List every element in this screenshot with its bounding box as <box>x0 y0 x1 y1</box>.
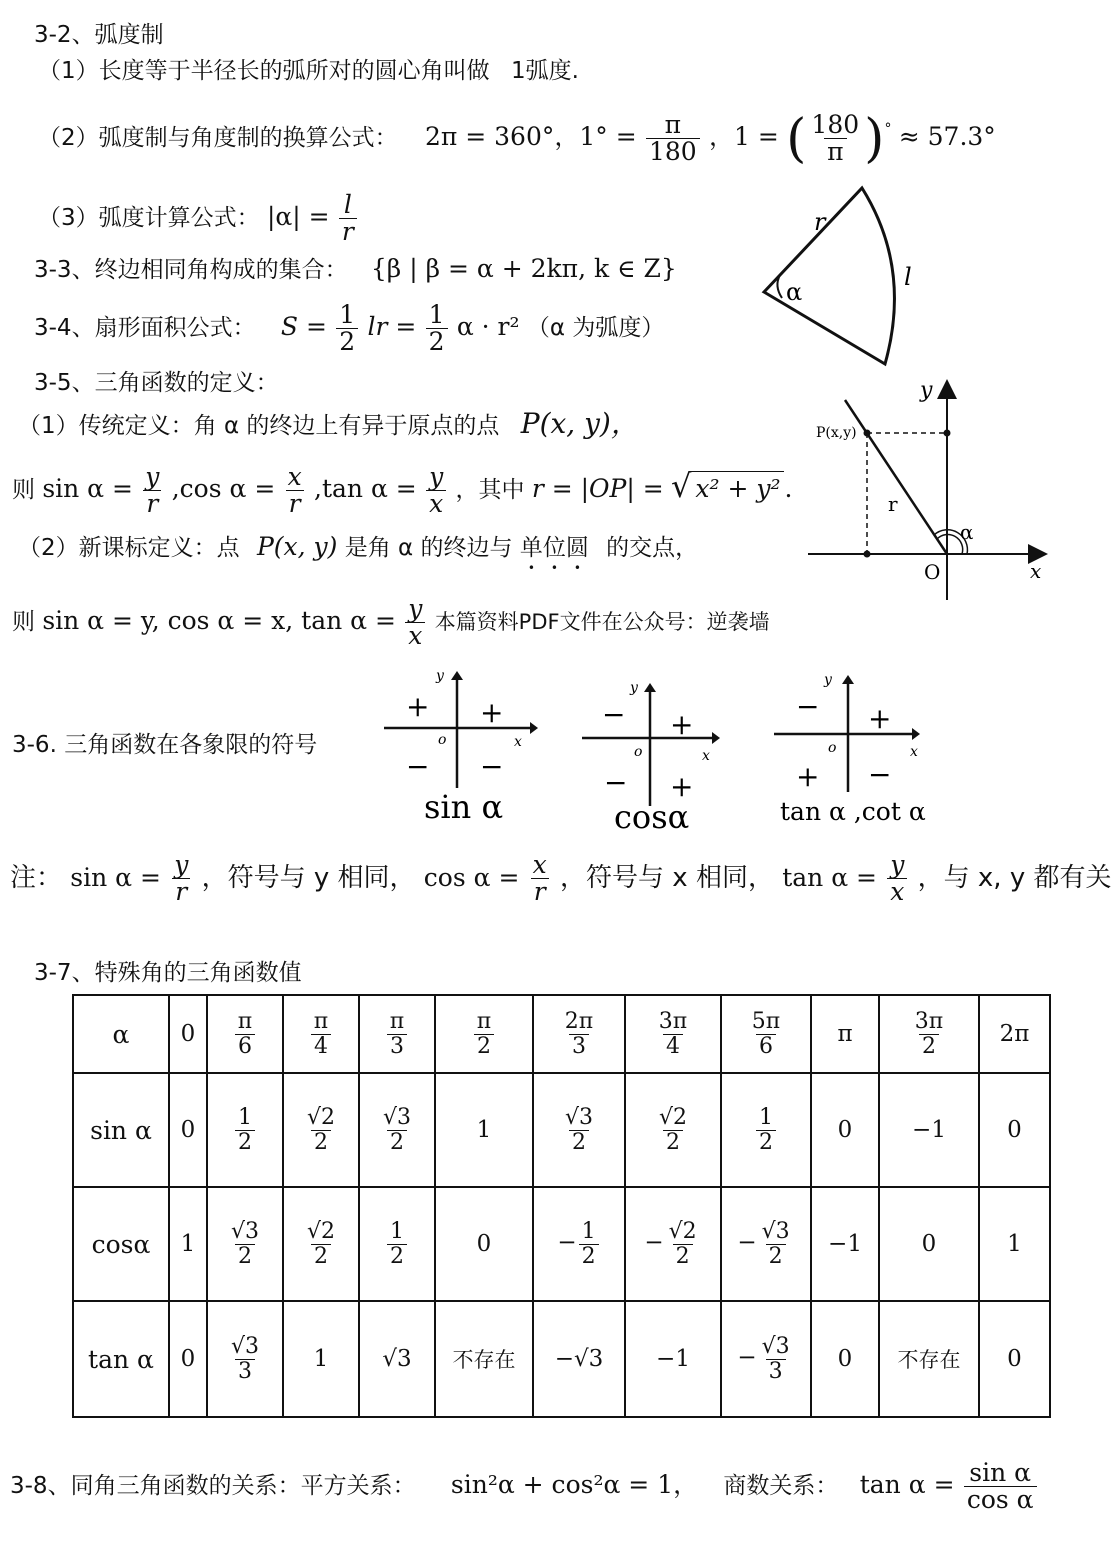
svg-text:−: − <box>480 750 504 783</box>
table-cell: √3 <box>359 1301 435 1417</box>
cos-label: cosα <box>614 798 690 836</box>
tan-cot-label: tan α ,cot α <box>780 797 926 826</box>
table-cell: 不存在 <box>435 1301 533 1417</box>
svg-text:+: + <box>868 702 892 735</box>
radius-label: r <box>888 492 898 516</box>
svg-text:x: x <box>910 744 918 760</box>
table-cell: 0 <box>169 1073 207 1187</box>
sector-area-formula: 3-4、扇形面积公式： S = $\frac{1}{2}$ lr = $\frac{1}{2}$ α · r² （α 为弧度） <box>34 300 665 357</box>
sector-r-label: r <box>814 208 826 236</box>
table-cell: −√3 <box>533 1301 625 1417</box>
table-cell: 1 <box>979 1187 1050 1301</box>
table-cell: $\frac{2\pi}{3}$ <box>533 995 625 1073</box>
table-cell: 0 <box>811 1301 879 1417</box>
row-label: tan α <box>73 1301 169 1417</box>
sector-alpha-label: α <box>786 278 803 306</box>
special-angles-table <box>72 994 1051 1418</box>
table-cell: $\frac{1}{2}$ <box>359 1187 435 1301</box>
sign-panel-cos <box>578 676 738 841</box>
new-formulas: 则 sin α = y, cos α = x, tan α = $\frac{y}{x}$ 本篇资料PDF文件在公众号：逆袭墙 <box>12 594 770 651</box>
table-cell: $\frac{√3}{3}$ <box>207 1301 283 1417</box>
table-cell: − $\frac{√2}{2}$ <box>625 1187 721 1301</box>
conversion-formula: （2）弧度制与角度制的换算公式： 2π = 360°，1° = $\frac{\pi}{180}$ ，1 = ( $\frac{180}{\pi}$ )° ≈ 57.3° <box>38 108 996 169</box>
table-cell: 0 <box>979 1073 1050 1187</box>
table-cell: $\frac{1}{2}$ <box>721 1073 811 1187</box>
table-cell: 0 <box>879 1187 979 1301</box>
table-cell: $\frac{√2}{2}$ <box>283 1187 359 1301</box>
terminal-side <box>845 400 947 554</box>
table-row <box>73 1301 1050 1417</box>
sign-note: 注： sin α = $\frac{y}{r}$ ，符号与 y 相同， cos α = $\frac{x}{r}$ ，符号与 x 相同， tan α = $\frac{y}{x}$ ，与 x, y 都有关 <box>10 850 1112 907</box>
section-3-5-title: 3-5、三角函数的定义： <box>34 370 279 396</box>
traditional-definition: （1）传统定义：角 α 的终边上有异于原点的点 P(x, y)， <box>18 407 639 440</box>
table-cell: $\frac{3\pi}{4}$ <box>625 995 721 1073</box>
table-cell: −1 <box>625 1301 721 1417</box>
svg-text:x: x <box>702 748 710 764</box>
section-3-2-title: 3-2、弧度制 <box>34 22 164 48</box>
svg-text:−: − <box>406 750 430 783</box>
table-cell: − $\frac{1}{2}$ <box>533 1187 625 1301</box>
radian-formula: （3）弧度计算公式： |α| = $\frac{l}{r}$ <box>38 192 359 246</box>
table-cell: −1 <box>811 1187 879 1301</box>
table-cell: 1 <box>435 1073 533 1187</box>
180-over-pi: $\frac{180}{\pi}$ <box>811 110 860 167</box>
svg-text:y: y <box>824 672 832 688</box>
table-cell: 0 <box>979 1301 1050 1417</box>
table-row <box>73 1187 1050 1301</box>
table-cell: $\frac{√3}{2}$ <box>359 1073 435 1187</box>
sector-l-label: l <box>904 263 912 291</box>
sign-panel-sin <box>380 666 540 836</box>
svg-text:−: − <box>604 766 628 799</box>
table-cell: − $\frac{√3}{3}$ <box>721 1301 811 1417</box>
sector-diagram <box>750 180 920 370</box>
table-cell: $\frac{\pi}{6}$ <box>207 995 283 1073</box>
section-3-7-title: 3-7、特殊角的三角函数值 <box>34 960 302 986</box>
svg-text:−: − <box>868 758 892 791</box>
watermark-text: 本篇资料PDF文件在公众号：逆袭墙 <box>434 609 770 634</box>
new-definition: （2）新课标定义：点 P(x, y) 是角 α 的终边与 单位圆 的交点， <box>18 532 699 561</box>
pi-over-180: $\frac{\pi}{180}$ <box>646 112 700 166</box>
table-row <box>73 995 1050 1073</box>
alpha-label: α <box>960 520 974 544</box>
table-cell: 0 <box>435 1187 533 1301</box>
identity-relations: 3-8、同角三角函数的关系：平方关系： sin²α + cos²α = 1， 商数关系： tan α = $\frac{\text{sin α}}{\text{cos α}}$ <box>10 1460 1039 1514</box>
table-cell: $\frac{√2}{2}$ <box>625 1073 721 1187</box>
row-label: cosα <box>73 1187 169 1301</box>
point-p-label: P(x,y) <box>816 425 857 441</box>
table-cell: $\frac{5\pi}{6}$ <box>721 995 811 1073</box>
table-cell: 1 <box>283 1301 359 1417</box>
unit-coordinate-diagram <box>800 375 1060 605</box>
table-cell: 不存在 <box>879 1301 979 1417</box>
section-3-6-title: 3-6. 三角函数在各象限的符号 <box>12 732 318 758</box>
svg-text:x: x <box>514 734 522 750</box>
traditional-formulas: 则 sin α = $\frac{y}{r}$ ,cos α = $\frac{x}{r}$ ,tan α = $\frac{y}{x}$ ，其中 r = |OP| = √ x² + y² . <box>12 462 793 519</box>
svg-text:y: y <box>630 680 638 696</box>
table-cell: $\frac{√3}{2}$ <box>533 1073 625 1187</box>
table-cell: 0 <box>811 1073 879 1187</box>
origin-label: O <box>924 560 941 584</box>
table-cell: $\frac{√2}{2}$ <box>283 1073 359 1187</box>
table-row <box>73 1073 1050 1187</box>
table-cell: 1 <box>169 1187 207 1301</box>
table-cell: π <box>811 995 879 1073</box>
table-cell: 0 <box>169 995 207 1073</box>
svg-text:y: y <box>436 668 444 684</box>
svg-text:o: o <box>634 744 643 760</box>
table-cell: 0 <box>169 1301 207 1417</box>
svg-text:o: o <box>828 740 837 756</box>
sin-label: sin α <box>424 788 504 826</box>
svg-text:−: − <box>796 690 820 723</box>
table-cell: $\frac{√3}{2}$ <box>207 1187 283 1301</box>
svg-text:+: + <box>796 760 820 793</box>
svg-text:+: + <box>480 696 504 729</box>
svg-text:+: + <box>406 690 430 723</box>
coterminal-set: 3-3、终边相同角构成的集合： {β | β = α + 2kπ, k ∈ Z} <box>34 254 677 283</box>
svg-text:−: − <box>602 698 626 731</box>
x-axis-label: x <box>1030 559 1042 583</box>
row-label: α <box>73 995 169 1073</box>
y-axis-label: y <box>920 378 933 403</box>
svg-text:+: + <box>670 770 694 803</box>
sign-panel-tan <box>770 670 940 830</box>
table-cell: $\frac{\pi}{2}$ <box>435 995 533 1073</box>
table-cell: $\frac{\pi}{4}$ <box>283 995 359 1073</box>
table-cell: $\frac{1}{2}$ <box>207 1073 283 1187</box>
table-cell: − $\frac{√3}{2}$ <box>721 1187 811 1301</box>
table-cell: $\frac{3\pi}{2}$ <box>879 995 979 1073</box>
sector-shape <box>764 188 894 364</box>
radian-definition: （1）长度等于半径长的弧所对的圆心角叫做 1弧度. <box>38 58 579 84</box>
table-cell: $\frac{\pi}{3}$ <box>359 995 435 1073</box>
svg-text:o: o <box>438 732 447 748</box>
row-label: sin α <box>73 1073 169 1187</box>
angle-arc <box>777 275 782 298</box>
table-cell: −1 <box>879 1073 979 1187</box>
svg-text:+: + <box>670 708 694 741</box>
table-cell: 2π <box>979 995 1050 1073</box>
